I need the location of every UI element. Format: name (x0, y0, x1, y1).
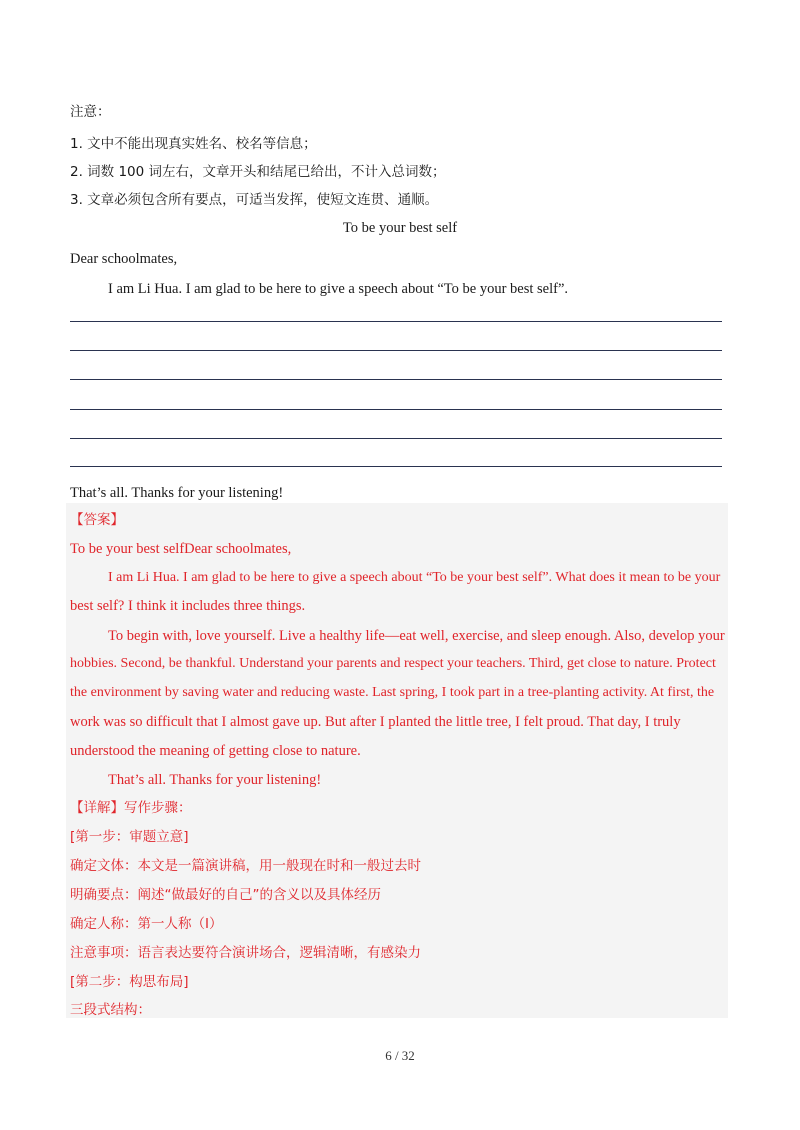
analysis-points: 明确要点：阐述“做最好的自己”的含义以及具体经历 (70, 887, 381, 903)
instructions-heading: 注意： (70, 104, 111, 120)
analysis-structure: 三段式结构： (70, 1002, 151, 1018)
answer-paragraph-2-line-4: work was so difficult that I almost gave up. But after I planted the little tree, I felt proud. That day, I truly (70, 714, 681, 730)
analysis-notes: 注意事项：语言表达要符合演讲场合，逻辑清晰，有感染力 (70, 945, 421, 961)
instruction-item-1: 1. 文中不能出现真实姓名、校名等信息； (70, 136, 317, 152)
answer-paragraph-1-line-2: best self? I think it includes three things. (70, 598, 306, 614)
analysis-step-1: [第一步：审题立意] (70, 829, 189, 845)
answer-label: 【答案】 (70, 512, 124, 528)
answer-title-line: To be your best selfDear schoolmates, (70, 541, 292, 557)
writing-line-5 (70, 438, 722, 439)
analysis-label: 【详解】写作步骤： (70, 800, 192, 816)
essay-title: To be your best self (342, 220, 458, 236)
salutation: Dear schoolmates, (70, 251, 178, 267)
prompt-closing: That’s all. Thanks for your listening! (70, 485, 284, 501)
writing-line-6 (70, 466, 722, 467)
answer-paragraph-2-line-3: the environment by saving water and reducing waste. Last spring, I took part in a tree-planting activity. At first, the (70, 685, 715, 700)
answer-paragraph-2-line-5: understood the meaning of getting close to nature. (70, 743, 361, 759)
page-number: 6 / 32 (385, 1048, 415, 1063)
instruction-item-2: 2. 词数 100 词左右，文章开头和结尾已给出，不计入总词数； (70, 164, 446, 180)
analysis-genre: 确定文体：本文是一篇演讲稿，用一般现在时和一般过去时 (70, 858, 421, 874)
answer-paragraph-2-line-1: To begin with, love yourself. Live a healthy life—eat well, exercise, and sleep enough. Also, develop your (108, 628, 725, 644)
analysis-step-2: [第二步：构思布局] (70, 974, 189, 990)
answer-paragraph-2-line-2: hobbies. Second, be thankful. Understand your parents and respect your teachers. Third, get close to nature. Protect (70, 656, 716, 671)
instruction-item-3: 3. 文章必须包含所有要点，可适当发挥，使短文连贯、通顺。 (70, 192, 439, 208)
opening-sentence: I am Li Hua. I am glad to be here to give a speech about “To be your best self”. (108, 281, 568, 297)
answer-paragraph-1-line-1: I am Li Hua. I am glad to be here to give a speech about “To be your best self”. What does it mean to be your (108, 570, 721, 585)
answer-closing: That’s all. Thanks for your listening! (108, 772, 322, 788)
writing-line-1 (70, 321, 722, 322)
writing-line-3 (70, 379, 722, 380)
writing-line-2 (70, 350, 722, 351)
writing-line-4 (70, 409, 722, 410)
analysis-person: 确定人称：第一人称（I） (70, 916, 223, 932)
